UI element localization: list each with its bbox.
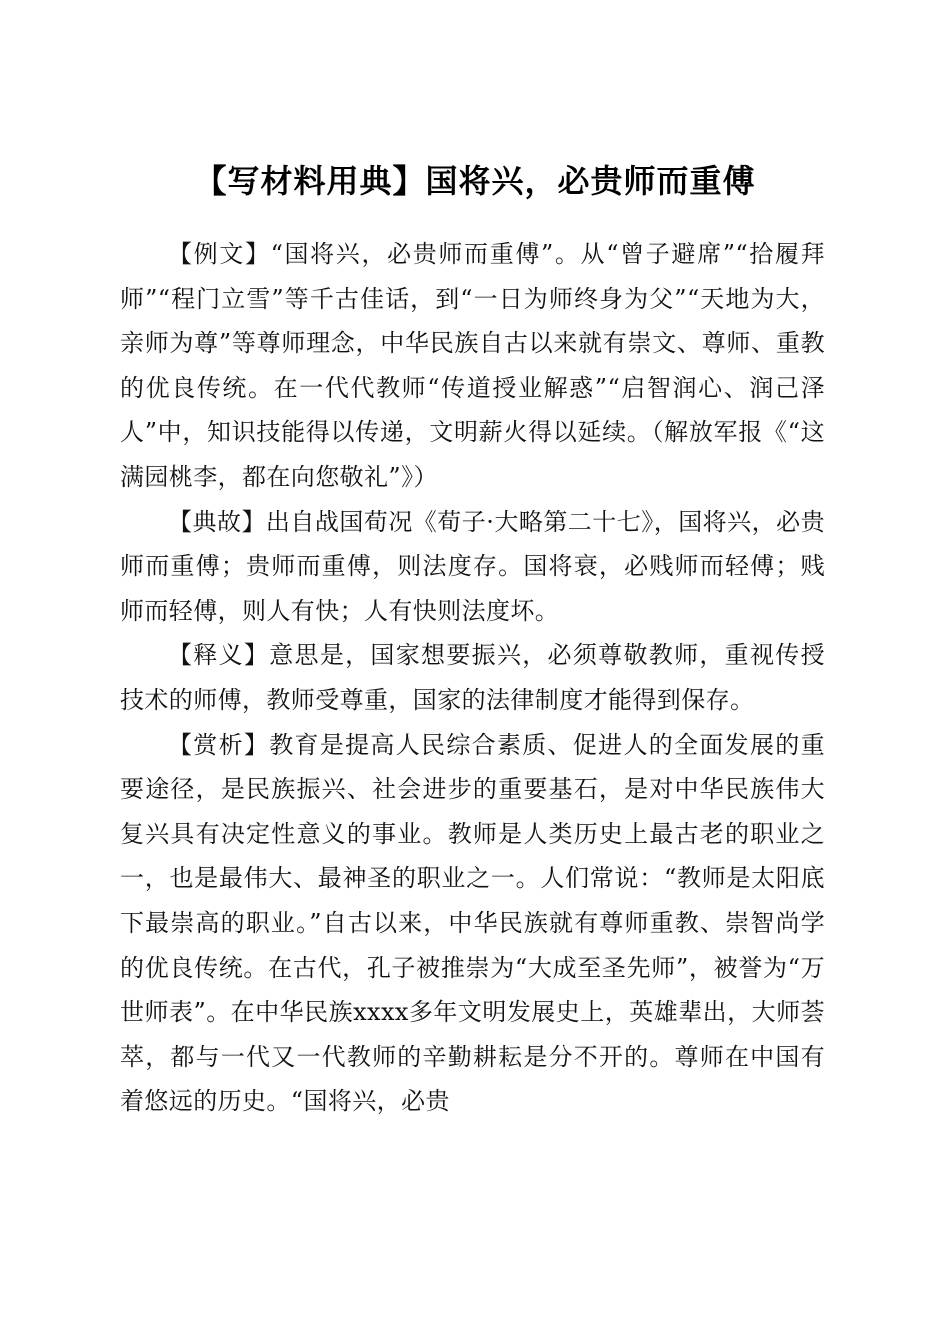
paragraph-allusion: 【典故】出自战国荀况《荀子·大略第二十七》，国将兴，必贵师而重傅；贵师而重傅，则法度存。国将衰，必贱师而轻傅；贱师而轻傅，则人有快；人有快则法度坏。 — [120, 507, 825, 625]
paragraph-appreciation: 【赏析】教育是提高人民综合素质、促进人的全面发展的重要途径，是民族振兴、社会进步的重要基石，是对中华民族伟大复兴具有决定性意义的事业。教师是人类历史上最古老的职业之一，也是最伟大、最神圣的职业之一。人们常说：“教师是太阳底下最崇高的职业。”自古以来，中华民族就有尊师重教、崇智尚学的优良传统。在古代，孔子被推崇为“大成至圣先师”，被誉为“万世师表”。在中华民族xxxx多年文明发展史上，英雄辈出，大师荟萃，都与一代又一代教师的辛勤耕耘是分不开的。尊师在中国有着悠远的历史。“国将兴，必贵 — [120, 730, 825, 1116]
paragraph-example: 【例文】“国将兴，必贵师而重傅”。从“曾子避席”“拾履拜师”“程门立雪”等千古佳话，到“一日为师终身为父”“天地为大，亲师为尊”等尊师理念，中华民族自古以来就有崇文、尊师、重教的优良传统。在一代代教师“传道授业解惑”“启智润心、润己泽人”中，知识技能得以传递，文明薪火得以延续。（解放军报《“这满园桃李，都在向您敬礼”》） — [120, 240, 825, 491]
document-title: 【写材料用典】国将兴，必贵师而重傅 — [194, 162, 756, 201]
paragraph-meaning: 【释义】意思是，国家想要振兴，必须尊敬教师，重视传授技术的师傅，教师受尊重，国家的法律制度才能得到保存。 — [120, 641, 825, 714]
document-body — [120, 232, 825, 1124]
